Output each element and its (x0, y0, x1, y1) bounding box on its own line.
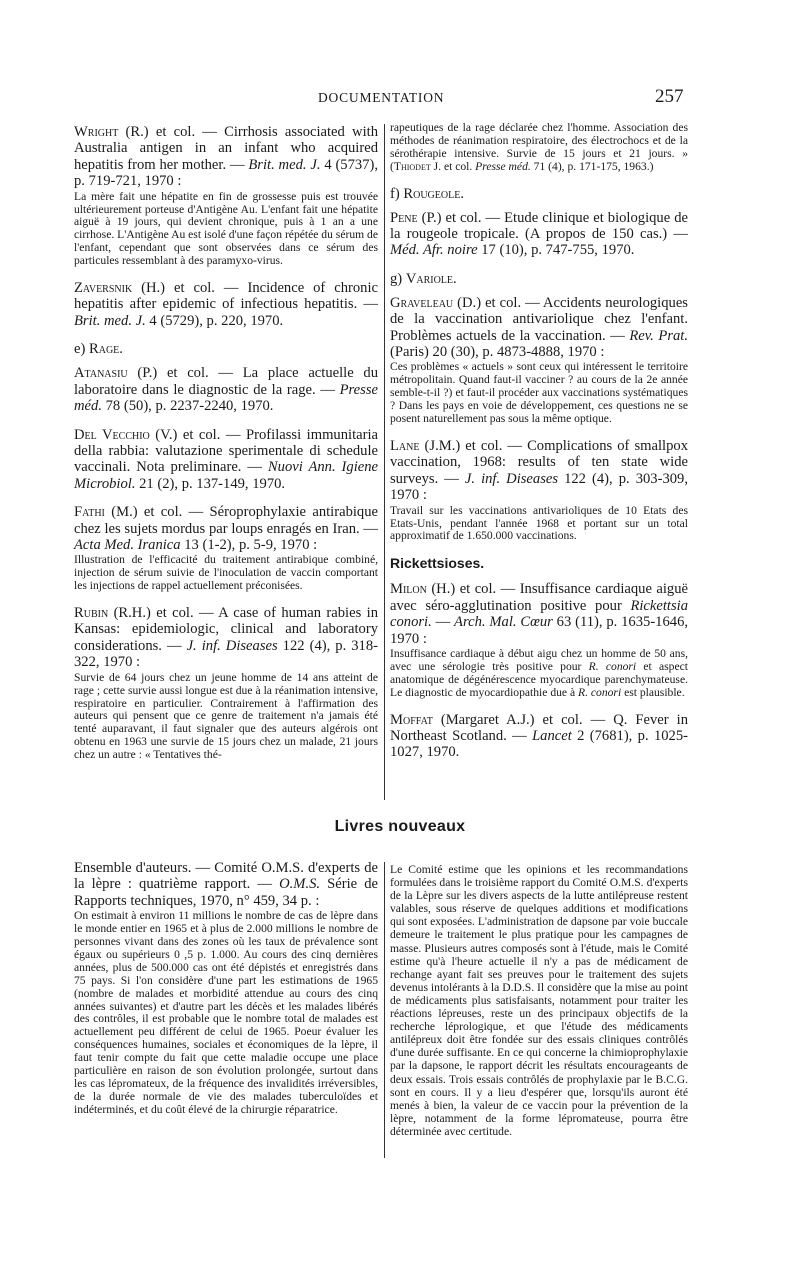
author-name: Rubin (74, 605, 109, 622)
species-name: Rickettsia conori. (390, 597, 688, 631)
author-name: Atanasiu (74, 365, 128, 382)
author-name: Thiodet (393, 159, 431, 173)
citation-text: (R.H.) et col. — A case of human rabies in Kansas: epidemiologic, clinical and laboratory considerations. — (74, 605, 378, 654)
reference-citation (74, 365, 378, 414)
reference-citation (74, 427, 378, 493)
citation-details: 17 (10), p. 747-755, 1970. (477, 242, 635, 259)
citation-details: (Paris) 20 (30), p. 4873-4888, 1970 : (390, 344, 605, 361)
citation-text: (Margaret A.J.) et col. — Q. Fever in Northeast Scotland. — (390, 711, 688, 744)
citation-details: 78 (50), p. 2237-2240, 1970. (101, 398, 274, 415)
subsection-prefix: f) (390, 185, 404, 202)
subsection-label: Variole. (405, 270, 457, 287)
citation-details: 63 (11), p. 1635-1646, 1970 : (390, 614, 689, 647)
reference-entry (390, 581, 688, 699)
author-name: Del Vecchio (74, 426, 150, 443)
reference-citation (390, 438, 688, 504)
abstract-note: Illustration de l'efficacité du traitement antirabique combiné, injection de sérum suivie de l'inoculation de vaccin comportant les injections de rappel actuellement préconisées. (74, 553, 378, 593)
reference-entry (74, 504, 378, 593)
column-divider (384, 124, 385, 800)
right-column (390, 122, 688, 773)
reference-citation (74, 504, 378, 553)
note-text: et aspect anatomique de dégénérescence myocardique parenchymateuse. Le diagnostic de myocardiopathie due à (390, 659, 688, 699)
citation-details: 122 (4), p. 303-309, 1970 : (390, 470, 688, 504)
citation-details: 4 (5737), p. 719-721, 1970 : (74, 156, 378, 190)
reference-citation (74, 605, 378, 671)
author-name: Moffat (390, 711, 433, 728)
citation-text: (P.) et col. — La place actuelle du laboratoire dans le diagnostic de la rage. — (74, 365, 378, 398)
reference-entry (390, 712, 688, 761)
reference-entry (74, 427, 378, 493)
page-number: 257 (655, 86, 684, 107)
citation-text: (D.) et col. — Accidents neurologiques de la vaccination antivariolique chez l'enfant. Problèmes actuels de la vaccination. — (390, 294, 688, 344)
journal-name: Acta Med. Iranica (74, 536, 181, 553)
abstract-note: Ces problèmes « actuels » sont ceux qui intéressent le territoire métropolitain. Quand faut-il vacciner ? au cours de la 2e année semble-t-il ?) et faut-il procéder aux vaccinations systématiques ? Dans les pays en voie de développement, ces questions ne se posent naturellement pas sous la même optique. (390, 360, 688, 426)
subsection-heading (74, 341, 378, 357)
reference-citation (390, 295, 688, 361)
author-name: Milon (390, 581, 427, 598)
species-name: R. conori (578, 685, 622, 699)
author-name: Zaversnik (74, 280, 133, 297)
journal-name: Méd. Afr. noire (390, 242, 478, 259)
citation-text: (V.) et col. — Profilassi immunitaria della rabbia: valutazione sperimentale di schedule vaccinali. Nota preliminare. — (74, 426, 378, 476)
journal-name: Nuovi Ann. Igiene Microbiol. (74, 459, 379, 492)
reference-entry (390, 295, 688, 426)
citation-details: 4 (5729), p. 220, 1970. (145, 312, 284, 329)
book-summary-continued: Le Comité estime que les opinions et les recommandations formulées dans le troisième rapport du Comité O.M.S. d'experts de la Lèpre sur les divers aspects de la lutte antilépreuse restent valables, sous réserve de quelques additions et modifications qui sont exposées. L'administration de dapsone par voie buccale demeure le traitement le plus pratique pour les campagnes de masse. Plusieurs autres composés sont à l'étude, mais le Comité estime qu'à l'heure actuelle il n'y a pas de médicament de rechange ayant fait ses preuves pour le traitement des sujets devenus intolérants à la D.D.S. Il considère que la mise au point de médicaments plus satisfaisants, notamment pour traiter les réactions lépreuses, reste un des principaux objectifs de la recherche léprologique, et que l'étude des médicaments antilépreux doit être fondée sur des essais cliniques contrôlés d'une durée suffisante. En ce qui concerne la chimioprophylaxie par la dapsone, le rapport décrit les résultats encourageants de deux essais. Trois essais contrôlés de prophylaxie par le B.C.G. sont en cours. Il y a lieu d'espérer que, lorsqu'ils auront été menés à bien, la valeur de ce vaccin pour la prévention de la lèpre, notamment de la forme lépromateuse, pourra être déterminée avec certitude. (390, 863, 688, 1138)
citation-text: (H.) et col. — Insuffisance cardiaque aiguë avec séro-agglutination positive pour (390, 581, 688, 614)
reference-citation (74, 280, 378, 329)
abstract-note: Travail sur les vaccinations antivarioliques de 10 Etats des Etats-Unis, pendant l'année 1968 et portant sur un total approximatif de 1.650.000 vaccinations. (390, 503, 688, 543)
citation-text: (M.) et col. — Séroprophylaxie antirabique chez les sujets mordus par loups enragés en Iran. — (74, 504, 378, 537)
books-left-column (74, 860, 378, 1117)
reference-entry (74, 280, 378, 329)
book-summary: On estimait à environ 11 millions le nombre de cas de lèpre dans le monde entier en 1965 et à plus de 2.000 millions le nombre de personnes vivant dans des zones où les taux de prévalence sont égaux ou supérieurs 0 ,5 p. 1.000. Au cours des cinq dernières années, plus de 500.000 cas ont été dépistés et enregistrés dans 75 pays. Si l'on considère d'une part les estimations de 1965 (nombre de malades et morbidité attendue au cours des cinq années suivantes) et d'autre part les décès et les malades libérés des contrôles, il est probable que le nombre total de malades est actuellement peu différent de celui de 1965. Poeur évaluer les conséquences humaines, sociales et économiques de la lèpre, il faut tenir compte du fait que cette maladie occupe une place particulière en raison de son évolution prolongée, surtout dans les cas lépromateux, de la fréquence des invalidités irréversibles, de la durée normale de vie des malades tuberculoïdes et indéterminés, et du coût élevé de la chirurgie réparatrice. (74, 909, 378, 1116)
subsection-label: Rougeole. (403, 185, 464, 202)
continuation-text: J. et col. (430, 159, 476, 173)
subsection-heading (390, 271, 688, 287)
citation-details: 122 (4), p. 318-322, 1970 : (74, 637, 378, 671)
journal-name: Brit. med. J. (74, 312, 146, 329)
subsection-prefix: e) (74, 341, 89, 358)
left-column (74, 124, 378, 774)
citation-text: Ensemble d'auteurs. — Comité O.M.S. d'experts de la lèpre : quatrième rapport. — (74, 860, 378, 893)
abstract-note (390, 648, 688, 700)
reference-citation (390, 581, 688, 647)
abstract-continuation (390, 122, 688, 174)
citation-details: 2 (7681), p. 1025-1027, 1970. (390, 728, 688, 761)
journal-name: Lancet (532, 728, 572, 744)
journal-name: J. inf. Diseases (464, 470, 559, 487)
subsection-label: Rage. (89, 341, 123, 358)
author-name: Wright (74, 124, 119, 140)
reference-entry (390, 438, 688, 543)
citation-text: (H.) et col. — Incidence of chronic hepatitis after epidemic of infectious hepatitis. — (74, 280, 378, 313)
journal-name: Presse méd. (475, 159, 531, 173)
books-right-column (390, 862, 688, 1138)
reference-entry (74, 365, 378, 414)
citation-text: (P.) et col. — Etude clinique et biologique de la rougeole tropicale. (A propos de 150 cas.) — (390, 209, 688, 243)
continuation-text: rapeutiques de la rage déclarée chez l'homme. Association des méthodes de réanimation respiratoire, des électrochocs et de la sérothérapie intensive. Survie de 15 jours et 21 jours. » ( (390, 121, 688, 173)
note-text: est plausible. (621, 685, 685, 699)
reference-citation (390, 210, 688, 259)
series-name: O.M.S. (279, 876, 321, 893)
journal-name: Brit. med. J. (248, 156, 321, 173)
reference-citation (390, 712, 688, 761)
citation-details: Série de Rapports techniques, 1970, n° 459, 34 p. : (74, 876, 379, 909)
author-name: Graveleau (390, 294, 454, 311)
journal-name: Presse méd. (74, 381, 378, 415)
citation-text: (J.M.) et col. — Complications of smallpox vaccination, 1968: results of ten state wide surveys. — (390, 438, 688, 487)
journal-name: J. inf. Diseases (186, 637, 278, 654)
running-title: DOCUMENTATION (318, 90, 445, 105)
author-name: Lane (390, 438, 420, 454)
abstract-note: Survie de 64 jours chez un jeune homme de 14 ans atteint de rage ; cette survie aussi longue est due à la réanimation intensive, respiratoire en particulier. Contrairement à l'affirmation des auteurs qui pensent que ce genre de traitement n'a jamais été tenté auparavant, il faut signaler que des auteurs algérois ont obtenu en 1963 une survie de 15 jours chez un malade, 21 jours chez un autre : « Tentatives thé- (74, 670, 378, 762)
citation-text: — (431, 614, 455, 631)
reference-entry (74, 124, 378, 268)
subsection-heading (390, 186, 688, 202)
page-header (0, 86, 800, 110)
reference-citation (74, 124, 378, 190)
species-name: R. conori (588, 659, 637, 673)
author-name: Fathi (74, 504, 105, 521)
note-text: Insuffisance cardiaque à début aigu chez un homme de 50 ans, avec une sérologie très positive pour (390, 646, 688, 673)
books-section-title: Livres nouveaux (334, 818, 466, 835)
journal-name: Rev. Prat. (629, 327, 688, 344)
author-name: Pene (390, 209, 418, 226)
abstract-note: La mère fait une hépatite en fin de grossesse puis est trouvée ultérieurement porteuse d'Antigène Au. L'enfant fait une hépatite aiguë à 19 jours, qui devient chronique, puis à 1 an a une cirrhose. L'Antigène Au est isolé d'une façon répétée du sérum de l'enfant, cependant que sont observées dans ce sérum des particules ressemblant à des paramyxo-virus. (74, 189, 378, 268)
continuation-text: 71 (4), p. 171-175, 1963.) (530, 159, 654, 173)
book-citation (74, 860, 378, 909)
subsection-prefix: g) (390, 270, 406, 287)
citation-text: (R.) et col. — Cirrhosis associated with Australia antigen in an infant who acquired hepatitis from her mother. — (74, 124, 378, 173)
reference-entry (390, 210, 688, 259)
reference-entry (74, 605, 378, 762)
citation-details: 13 (1-2), p. 5-9, 1970 : (180, 536, 318, 553)
section-heading: Rickettsioses. (390, 555, 485, 572)
journal-name: Arch. Mal. Cœur (454, 614, 553, 631)
column-divider-books (384, 862, 385, 1158)
citation-details: 21 (2), p. 137-149, 1970. (135, 475, 286, 492)
